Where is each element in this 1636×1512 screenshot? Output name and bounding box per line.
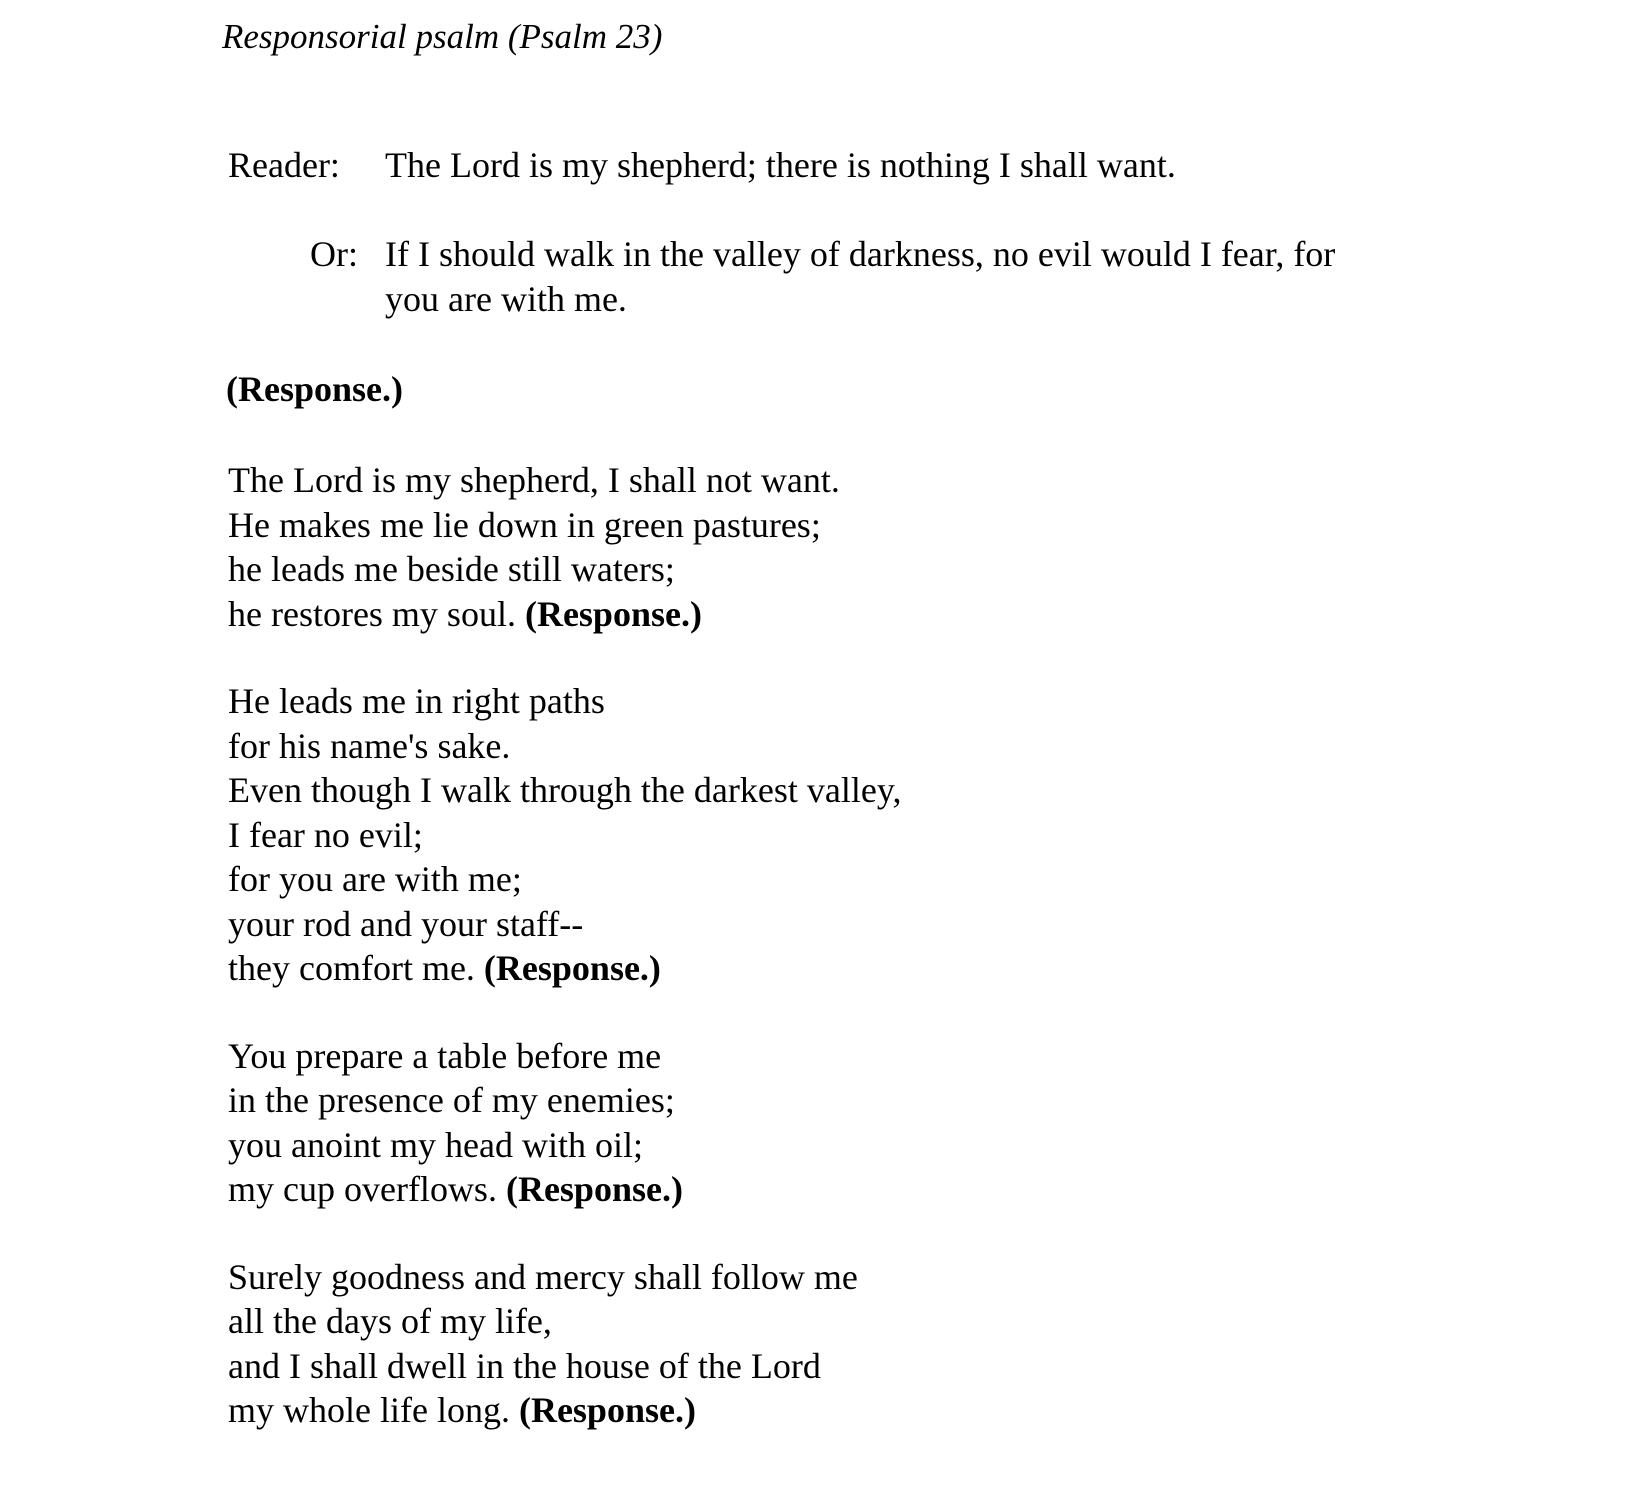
- verse-line: you anoint my head with oil;: [228, 1124, 643, 1165]
- verse-line: Even though I walk through the darkest valley,: [228, 770, 902, 810]
- verse-line: The Lord is my shepherd, I shall not want.: [228, 460, 840, 500]
- speech-text-reader: The Lord is my shepherd; there is nothing I shall want.: [385, 145, 1176, 185]
- response-cue-standalone: (Response.): [226, 369, 403, 409]
- verse-line-with-response: [228, 1167, 1428, 1212]
- verse-line: I fear no evil;: [228, 814, 423, 855]
- psalm-stanzas: [228, 458, 1428, 1433]
- verse-text: they comfort me.: [228, 948, 484, 988]
- stanza: [228, 1255, 1428, 1433]
- stanza: [228, 679, 1428, 991]
- verse-line: your rod and your staff--: [228, 903, 584, 944]
- verse-line: for you are with me;: [228, 859, 522, 899]
- verse-line-with-response: [228, 1388, 1428, 1433]
- verse-text: he restores my soul.: [228, 593, 525, 634]
- verse-line-with-response: [228, 946, 1428, 991]
- speech-text-or: If I should walk in the valley of darkness, no evil would I fear, for you are with me.: [385, 234, 1336, 319]
- verse-line: he leads me beside still waters;: [228, 549, 675, 589]
- dialogue-row-reader: [228, 143, 1428, 188]
- response-cue: (Response.): [518, 1390, 696, 1430]
- verse-line: all the days of my life,: [228, 1301, 552, 1341]
- dialogue-block: [228, 143, 1428, 322]
- verse-line-with-response: [228, 592, 1428, 637]
- verse-line: and I shall dwell in the house of the Lord: [228, 1345, 821, 1386]
- verse-line: He leads me in right paths: [228, 681, 605, 721]
- verse-line: He makes me lie down in green pastures;: [228, 504, 821, 545]
- stanza: [228, 1034, 1428, 1212]
- speaker-label-reader: Reader:: [228, 145, 340, 185]
- stanza: [228, 458, 1428, 636]
- verse-line: for his name's sake.: [228, 725, 511, 766]
- page-title: Responsorial psalm (Psalm 23): [222, 17, 663, 56]
- verse-text: my whole life long.: [228, 1390, 519, 1430]
- dialogue-row-or: [228, 232, 1428, 322]
- verse-line: Surely goodness and mercy shall follow me: [228, 1256, 858, 1297]
- verse-line: in the presence of my enemies;: [228, 1080, 675, 1120]
- response-cue: (Response.): [524, 593, 702, 634]
- response-cue: (Response.): [483, 948, 661, 988]
- verse-line: You prepare a table before me: [228, 1035, 662, 1076]
- verse-text: my cup overflows.: [228, 1169, 506, 1209]
- speaker-label-or: Or:: [310, 234, 358, 274]
- response-cue: (Response.): [505, 1169, 683, 1209]
